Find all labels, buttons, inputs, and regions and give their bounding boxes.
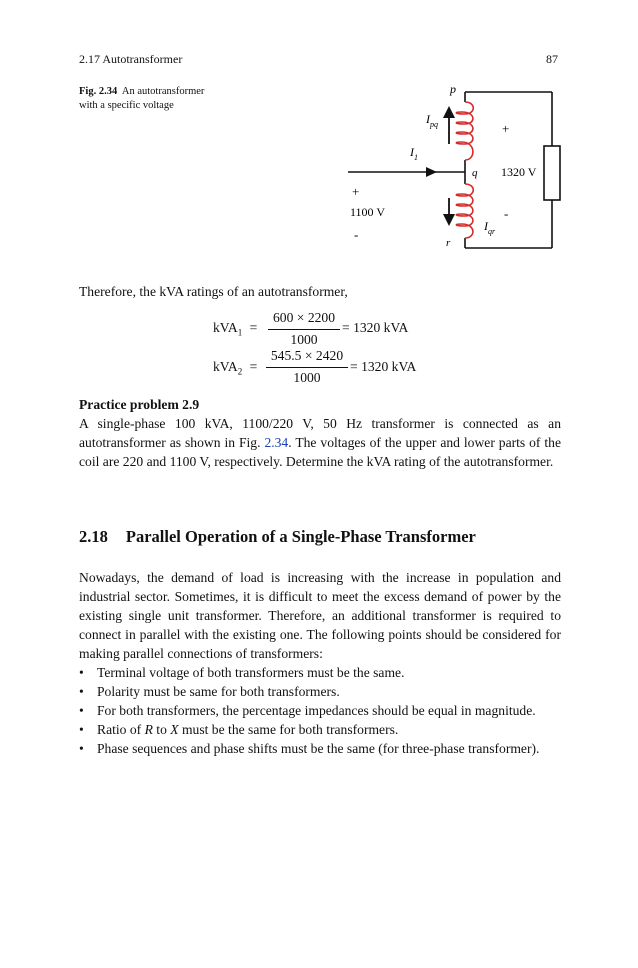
autotransformer-circuit-diagram bbox=[340, 80, 580, 260]
list-item: • For both transformers, the percentage impedances should be equal in magnitude. bbox=[79, 701, 561, 720]
node-q-label: q bbox=[472, 167, 478, 179]
equation-2-result: = 1320 kVA bbox=[350, 359, 417, 374]
section-title: Parallel Operation of a Single-Phase Transformer bbox=[125, 527, 476, 546]
figure-caption-label: Fig. 2.34 bbox=[79, 86, 118, 97]
voltage-right-label: 1320 V bbox=[501, 165, 537, 179]
current-i1-label bbox=[409, 145, 418, 162]
current-ipq-symbol: I bbox=[426, 112, 430, 126]
var-r: R bbox=[144, 722, 153, 737]
section-number: 2.18 bbox=[79, 527, 108, 546]
section-paragraph: Nowadays, the demand of load is increasing with the increase in population and industrial sector. Sometimes, it is difficult to meet the excess demand of power by the existing single unit transformer. Therefore, an additional transformer is required to connect in parallel with the existing one. The following points should be considered for making parallel connections of transformers: bbox=[79, 570, 561, 661]
equation-1-fraction-bar bbox=[268, 329, 340, 330]
plus-right-label: + bbox=[502, 121, 510, 136]
equation-1-lhs bbox=[213, 320, 257, 338]
figure-caption-text: An autotransformer with a specific voltage bbox=[79, 86, 205, 111]
section-heading bbox=[79, 527, 476, 547]
eq2-lhs-subscript: 2 bbox=[237, 366, 243, 377]
running-header-section: 2.17 Autotransformer bbox=[79, 52, 183, 66]
list-item: • Terminal voltage of both transformers must be the same. bbox=[79, 663, 561, 682]
eq1-equals: = bbox=[249, 320, 258, 335]
list-item: • Ratio of R to X must be the same for both transformers. bbox=[79, 720, 561, 739]
practice-problem-text bbox=[79, 414, 561, 471]
load-resistor bbox=[544, 146, 560, 200]
node-r-label: r bbox=[446, 237, 451, 249]
list-item: • Polarity must be same for both transformers. bbox=[79, 682, 561, 701]
upper-winding bbox=[456, 102, 473, 160]
current-iqr-label bbox=[483, 219, 496, 236]
minus-left-label: - bbox=[354, 227, 359, 242]
practice-problem-text-end: . The voltages of the upper and lower parts of the coil are 220 and 1100 V, respectively. Determine the kVA rating of the autotransformer. bbox=[79, 435, 562, 469]
equation-2-numerator: 545.5 × 2420 bbox=[270, 348, 344, 363]
current-iqr-subscript: qr bbox=[488, 227, 496, 236]
practice-problem-title: Practice problem 2.9 bbox=[79, 397, 200, 412]
eq1-lhs-subscript: 1 bbox=[237, 327, 243, 338]
lower-winding bbox=[456, 184, 473, 238]
conditions-list bbox=[79, 663, 561, 758]
current-i1-subscript: 1 bbox=[414, 153, 418, 162]
equation-2-fraction-bar bbox=[266, 367, 348, 368]
current-ipq-label bbox=[425, 112, 438, 129]
current-ipq-subscript: pq bbox=[430, 120, 438, 129]
eq2-lhs-symbol: kVA bbox=[213, 359, 238, 374]
eq2-equals: = bbox=[249, 359, 258, 374]
plus-left-label: + bbox=[352, 184, 360, 199]
ipq-arrow-head bbox=[443, 106, 455, 118]
figure-caption bbox=[79, 85, 209, 113]
input-current-arrowhead bbox=[426, 167, 437, 177]
current-iqr-symbol: I bbox=[484, 219, 488, 233]
practice-problem bbox=[79, 395, 561, 471]
equation-2-lhs bbox=[213, 359, 257, 377]
equation-2-denominator: 1000 bbox=[293, 370, 321, 385]
figure-reference-link[interactable]: 2.34 bbox=[264, 435, 289, 450]
practice-problem-text-start: A single-phase 100 kVA, 1100/220 V, 50 Hz transformer is connected as an autotransformer as shown in Fig. bbox=[79, 416, 561, 450]
current-i1-symbol: I bbox=[410, 145, 414, 159]
var-x: X bbox=[170, 722, 179, 737]
iqr-arrow-head bbox=[443, 214, 455, 226]
page-number: 87 bbox=[546, 52, 558, 66]
voltage-left-label: 1100 V bbox=[350, 205, 386, 219]
equation-1-numerator: 600 × 2200 bbox=[272, 310, 336, 325]
node-p-label: p bbox=[450, 82, 456, 96]
list-item: • Phase sequences and phase shifts must be the same (for three-phase transformer). bbox=[79, 739, 561, 758]
minus-right-label: - bbox=[504, 206, 509, 221]
eq1-lhs-symbol: kVA bbox=[213, 320, 238, 335]
equation-1-result: = 1320 kVA bbox=[342, 320, 409, 335]
equation-1-denominator: 1000 bbox=[290, 332, 318, 347]
kva-intro-text: Therefore, the kVA ratings of an autotransformer, bbox=[79, 284, 348, 299]
